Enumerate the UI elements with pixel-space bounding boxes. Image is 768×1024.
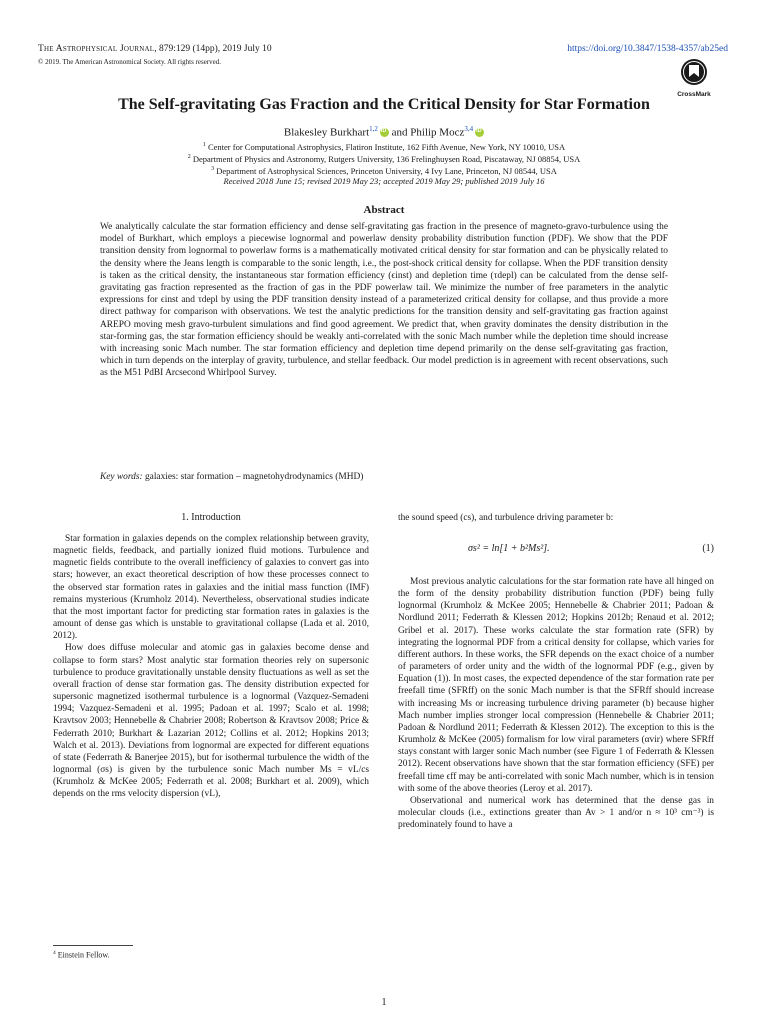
right-column-intro bbox=[398, 512, 714, 524]
orcid-icon[interactable] bbox=[475, 128, 484, 137]
paragraph: Star formation in galaxies depends on the complex relationship between gravity, magnetic fields, feedback, and partially ionized fluid motions. Turbulence and magnetic fields contribute to the overall inefficiency of galaxies to convert gas into stars; however, an exact theoretical description of how these processes connect to the observed star formation rates in galaxies and the initial mass function (IMF) remains mysterious (Krumholz 2014). Nevertheless, observational studies indicate that the most important factor for predicting star formation rates in galaxies is the amount of dense gas which is unstable to gravitational collapse (Lada et al. 2010, 2012). bbox=[53, 534, 369, 642]
affiliation-number: 1 bbox=[202, 142, 206, 148]
affiliation bbox=[0, 140, 768, 153]
abstract-text: We analytically calculate the star formation efficiency and dense self-gravitating gas fraction in the presence of magneto-gravo-turbulence using the model of Burkhart, which employs a piecewise lognormal and powerlaw density probability distribution function (PDF). We show that the PDF transition density from lognormal to powerlaw forms is a mathematically motivated critical density for star formation and can be physically related to the density where the Jeans length is comparable to the sonic length, i.e., the post-shock critical density for collapse. When the PDF transition density is taken as the critical density, the instantaneous star formation efficiency (ϵinst) and depletion time (τdepl) can be calculated from the dense self-gravitating gas fraction represented as the fraction of gas in the PDF powerlaw tail. We minimize the number of free parameters in the analytic expressions for ϵinst and τdepl by using the PDF transition density instead of a parameterized critical density for collapse, and thus provide a more direct pathway for comparison with observations. We test the analytic predictions for the transition density and self-gravitating gas fraction against AREPO moving mesh gravo-turbulent simulations and find good agreement. We predict that, when gravity dominates the density distribution in the star-forming gas, the star formation efficiency should be weakly anti-correlated with the sonic Mach number while the depletion time should increase with increasing sonic Mach number. The star formation efficiency and depletion time depend primarily on the dense self-gravitating gas fraction, which in turn depends on the interplay of gravity, turbulence, and stellar feedback. Our model prediction is in agreement with recent observations, such as the M51 PdBI Arcsecond Whirlpool Survey. bbox=[100, 222, 668, 379]
author-name: Blakesley Burkhart bbox=[283, 126, 370, 139]
journal-header bbox=[38, 44, 272, 54]
copyright-notice: © 2019. The American Astronomical Society. All rights reserved. bbox=[38, 58, 222, 66]
paragraph: the sound speed (cs), and turbulence driving parameter b: bbox=[398, 513, 614, 523]
doi-link[interactable]: https://doi.org/10.3847/1538-4357/ab25ed bbox=[567, 44, 728, 54]
equation-body: σs² = ln[1 + b²Ms²]. bbox=[468, 543, 550, 554]
journal-citation: , 879:129 (14pp), 2019 July 10 bbox=[154, 44, 272, 54]
equation-number: (1) bbox=[702, 543, 714, 554]
orcid-icon[interactable] bbox=[380, 128, 389, 137]
right-column bbox=[398, 576, 714, 831]
affiliation bbox=[0, 164, 768, 177]
received-dates: Received 2018 June 15; revised 2019 May 23; accepted 2019 May 29; published 2019 July 16 bbox=[223, 176, 545, 186]
journal-name: The Astrophysical Journal bbox=[38, 44, 155, 54]
crossmark-label: CrossMark bbox=[677, 91, 711, 98]
abstract-body bbox=[100, 221, 668, 380]
author-affil-sup[interactable]: 3,4 bbox=[464, 125, 474, 133]
affiliation-text: Department of Physics and Astronomy, Rutgers University, 136 Frelinghuysen Road, Piscataway, NJ 08854, USA bbox=[192, 153, 581, 164]
paper-title: The Self-gravitating Gas Fraction and the Critical Density for Star Formation bbox=[118, 96, 650, 113]
footnote-number: 4 bbox=[53, 950, 56, 956]
footnote-rule bbox=[53, 945, 133, 946]
keywords-text: galaxies: star formation – magnetohydrodynamics (MHD) bbox=[142, 472, 364, 482]
affiliation-text: Department of Astrophysical Sciences, Princeton University, 4 Ivy Lane, Princeton, NJ 08544, USA bbox=[216, 165, 557, 176]
paragraph: Most previous analytic calculations for the star formation rate have all hinged on the form of the density probability distribution function (PDF) being fully lognormal (Krumholz & McKee 2005; Hennebelle & Chabrier 2011; Padoan & Nordlund 2011; Federrath & Klessen 2012; Hopkins 2012b; Renaud et al. 2012; Gribel et al. 2017). These works calculate the star formation rate (SFR) by integrating the lognormal PDF from a critical density for collapse, which varies for different authors. In these works, the SFR depends on the exact choice of a number of parameters of order unity and the width of the lognormal PDF (e.g., given by Equation (1)). In most cases, the expected dependence of the star formation rate per freefall time (SFRff) on the sonic Mach number is that the SFRff should increase with increasing Ms or increasing turbulence driving parameter (b) because higher Mach number implies stronger local compression (Hennebelle & Chabrier 2011; Padoan & Nordlund 2011; Federrath & Klessen 2012). The exception to this is the Krumholz & McKee (2005) formalism for low viral parameters (αvir) where SFRff stays constant with larger sonic Mach number (see Figure 1 of Federrath & Klessen 2012). Recent observations have shown that the star formation efficiency (SFE) per freefall time ϵff may be anti-correlated with sonic Mach number, which is in tension with some of the above theories (Leroy et al. 2017). bbox=[398, 577, 714, 794]
crossmark-badge[interactable] bbox=[672, 58, 716, 98]
left-column bbox=[53, 533, 369, 800]
page-number: 1 bbox=[381, 997, 387, 1008]
crossmark-icon bbox=[680, 58, 708, 86]
footnote-text: Einstein Fellow. bbox=[57, 950, 110, 960]
affiliation-number: 2 bbox=[187, 154, 191, 160]
section-heading: 1. Introduction bbox=[181, 512, 241, 523]
keywords bbox=[100, 472, 668, 482]
affiliation-text: Center for Computational Astrophysics, Flatiron Institute, 162 Fifth Avenue, New York, NY 10010, USA bbox=[207, 141, 566, 152]
author-line bbox=[0, 125, 768, 139]
paragraph: Observational and numerical work has determined that the dense gas in molecular clouds (i.e., extinctions greater than Av > 1 and/or n ≈ 10³ cm⁻³) is predominately found to have a bbox=[398, 795, 714, 831]
affiliation bbox=[0, 152, 768, 165]
paragraph: How does diffuse molecular and atomic gas in galaxies become dense and collapse to form stars? Most analytic star formation theories rely on supersonic turbulence to produce gravitationally unstable density fluctuations as well as set the overall fraction of dense star formation gas. The density distribution expected for supersonic magnetized isothermal turbulence is a lognormal (Vazquez-Semadeni 1994; Vazquez-Semadeni et al. 1995; Padoan et al. 1997; Scalo et al. 1998; Kravtsov 2003; Hennebelle & Chabrier 2008; Robertson & Kravtsov 2008; Price & Federrath 2010; Burkhart & Lazarian 2012; Collins et al. 2012; Hopkins 2013; Walch et al. 2013). Deviations from lognormal are expected for different equations of state (Federrath & Banerjee 2015), but for isothermal turbulence the width of the lognormal (σs) is given by the turbulence sonic Mach number Ms = vL/cs (Krumholz & McKee 2005; Federrath et al. 2008; Burkhart et al. 2009), which depends on the rms velocity dispersion (vL), bbox=[53, 643, 369, 800]
keywords-label: Key words: bbox=[100, 472, 143, 482]
author-joiner: and bbox=[388, 126, 411, 139]
abstract-heading: Abstract bbox=[363, 204, 405, 216]
affiliation-number: 3 bbox=[211, 166, 215, 172]
footnote bbox=[53, 950, 110, 960]
author-affil-sup[interactable]: 1,2 bbox=[369, 125, 378, 133]
author-name: Philip Mocz bbox=[410, 126, 465, 139]
